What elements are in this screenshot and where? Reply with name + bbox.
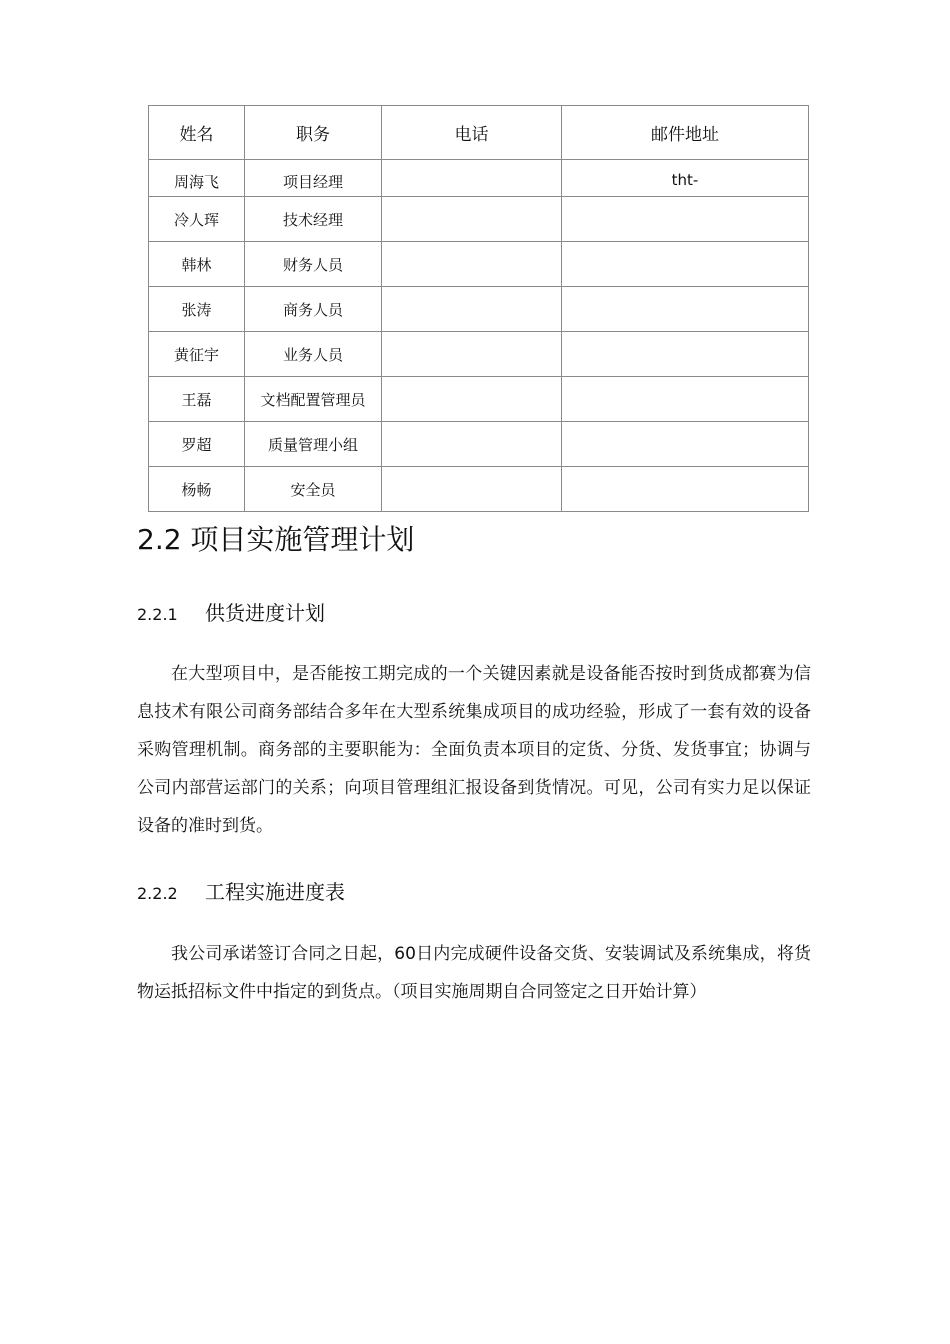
supply-paragraph: 在大型项目中，是否能按工期完成的一个关键因素就是设备能否按时到货成都赛为信息技术有限公司商务部结合多年在大型系统集成项目的成功经验，形成了一套有效的设备采购管理机制。商务部的主要职能为：全面负责本项目的定货、分货、发货事宜；协调与公司内部营运部门的关系；向项目管理组汇报设备到货情况。可见，公司有实力足以保证设备的准时到货。 [137, 664, 811, 836]
cell-role: 质量管理小组 [245, 422, 382, 467]
cell-name: 张涛 [149, 287, 245, 332]
subsection-title: 供货进度计划 [205, 601, 325, 625]
cell-role: 项目经理 [245, 160, 382, 197]
cell-role: 商务人员 [245, 287, 382, 332]
cell-email [562, 197, 809, 242]
cell-email [562, 242, 809, 287]
cell-name: 韩林 [149, 242, 245, 287]
cell-role: 安全员 [245, 467, 382, 512]
cell-phone [382, 197, 562, 242]
subsection-title: 工程实施进度表 [205, 880, 345, 904]
cell-name: 王磊 [149, 377, 245, 422]
schedule-paragraph: 我公司承诺签订合同之日起，60日内完成硬件设备交货、安装调试及系统集成，将货物运抵招标文件中指定的到货点。（项目实施周期自合同签定之日开始计算） [137, 944, 811, 1002]
header-phone: 电话 [382, 106, 562, 160]
cell-email [562, 467, 809, 512]
table-row [149, 242, 809, 287]
table-header-row [149, 106, 809, 160]
section-heading: 2.2 项目实施管理计划 [137, 523, 415, 556]
table-row [149, 160, 809, 197]
cell-name: 周海飞 [149, 160, 245, 197]
table-row [149, 197, 809, 242]
cell-phone [382, 467, 562, 512]
cell-role: 业务人员 [245, 332, 382, 377]
header-role: 职务 [245, 106, 382, 160]
cell-phone [382, 332, 562, 377]
cell-role: 财务人员 [245, 242, 382, 287]
table-row [149, 332, 809, 377]
cell-name: 冷人珲 [149, 197, 245, 242]
cell-phone [382, 287, 562, 332]
cell-email: tht- [562, 160, 809, 197]
cell-email [562, 377, 809, 422]
cell-name: 黄征宇 [149, 332, 245, 377]
header-email: 邮件地址 [562, 106, 809, 160]
cell-name: 杨畅 [149, 467, 245, 512]
cell-phone [382, 242, 562, 287]
subsection-heading-supply [137, 597, 325, 626]
staff-contact-table [148, 105, 809, 512]
cell-phone [382, 160, 562, 197]
cell-phone [382, 377, 562, 422]
table-row [149, 287, 809, 332]
header-name: 姓名 [149, 106, 245, 160]
cell-email [562, 287, 809, 332]
subsection-heading-schedule [137, 876, 345, 905]
subsection-number: 2.2.1 [137, 605, 178, 624]
cell-role: 文档配置管理员 [245, 377, 382, 422]
cell-phone [382, 422, 562, 467]
table-row [149, 422, 809, 467]
cell-name: 罗超 [149, 422, 245, 467]
cell-email [562, 332, 809, 377]
cell-email [562, 422, 809, 467]
table-row [149, 377, 809, 422]
cell-role: 技术经理 [245, 197, 382, 242]
table-row [149, 467, 809, 512]
subsection-number: 2.2.2 [137, 884, 178, 903]
